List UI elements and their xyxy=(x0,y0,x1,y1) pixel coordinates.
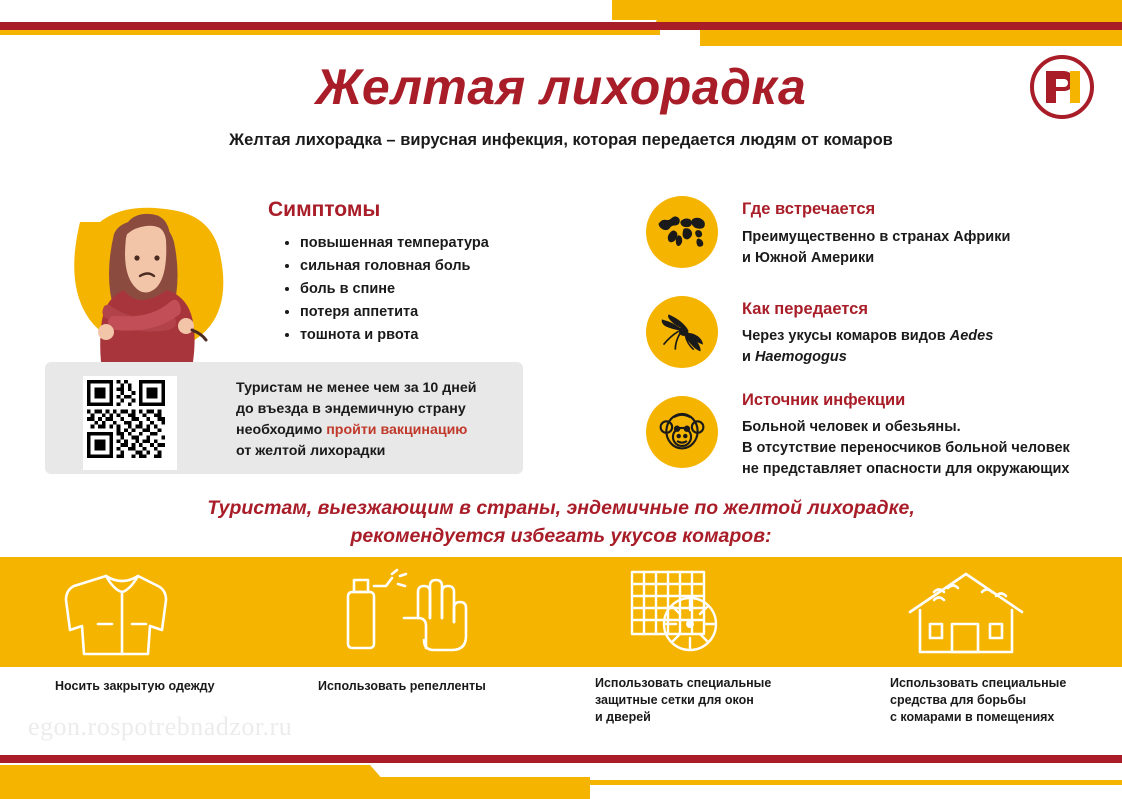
site-watermark: egon.rospotrebnadzor.ru xyxy=(28,712,293,741)
source-heading: Источник инфекции xyxy=(742,391,906,409)
source-body xyxy=(742,417,1070,480)
advice-label-4 xyxy=(890,675,1110,726)
advice-4-line-1: Использовать специальные xyxy=(890,676,1067,690)
where-line-1: Преимущественно в странах Африки xyxy=(742,229,1011,245)
transmission-text-1: Через укусы комаров видов xyxy=(742,328,950,344)
bottom-yellow-angle xyxy=(330,777,590,799)
source-line-2: В отсутствие переносчиков больной человек xyxy=(742,440,1070,456)
source-line-1: Больной человек и обезьяны. xyxy=(742,419,961,435)
where-heading: Где встречается xyxy=(742,200,876,218)
note-line-3-highlight: пройти вакцинацию xyxy=(326,422,468,438)
symptoms-heading: Симптомы xyxy=(268,198,381,221)
advice-4-line-3: с комарами в помещениях xyxy=(890,710,1055,724)
mosquito-net-icon xyxy=(612,566,752,658)
where-line-2: и Южной Америки xyxy=(742,250,875,266)
bottom-decorative-band xyxy=(0,741,1122,799)
note-line-3-prefix: необходимо xyxy=(236,422,327,438)
page-subtitle: Желтая лихорадка – вирусная инфекция, которая передается людям от комаров xyxy=(229,131,893,149)
sick-woman-illustration-icon xyxy=(62,182,232,362)
page-title: Желтая лихорадка xyxy=(315,59,807,115)
advice-3-line-2: защитные сетки для окон xyxy=(595,693,754,707)
vaccination-note-text xyxy=(236,378,516,462)
banner-line-1: Туристам, выезжающим в страны, эндемичные по желтой лихорадке, xyxy=(207,497,915,519)
repellent-spray-hand-icon xyxy=(330,566,480,658)
mosquito-icon xyxy=(646,296,718,368)
list-item: • повышенная температура xyxy=(300,232,630,255)
world-map-icon xyxy=(646,196,718,268)
note-line-3 xyxy=(236,420,516,441)
list-item: • сильная головная боль xyxy=(300,255,630,278)
transmission-body xyxy=(742,326,993,368)
transmission-heading: Как передается xyxy=(742,300,868,318)
advice-2-line-1: Использовать репелленты xyxy=(318,679,486,693)
note-line-1: Туристам не менее чем за 10 дней xyxy=(236,380,477,396)
note-line-4: от желтой лихорадки xyxy=(236,443,386,459)
recommendation-banner xyxy=(0,494,1122,550)
list-item: • потеря аппетита xyxy=(300,301,630,324)
advice-3-line-1: Использовать специальные xyxy=(595,676,772,690)
house-fumigation-icon xyxy=(900,566,1050,658)
advice-3-line-3: и дверей xyxy=(595,710,651,724)
source-line-3: не представляет опасности для окружающих xyxy=(742,461,1070,477)
transmission-species-2: Haemogogus xyxy=(754,349,847,365)
banner-line-2: рекомендуется избегать укусов комаров: xyxy=(350,525,772,547)
top-red-line xyxy=(0,22,1122,30)
jacket-icon xyxy=(62,566,182,658)
bottom-red-line xyxy=(0,755,1122,763)
advice-label-3 xyxy=(595,675,815,726)
top-decorative-band xyxy=(0,0,1122,46)
symptoms-list xyxy=(278,232,630,347)
transmission-text-2: и xyxy=(742,349,755,365)
advice-1-line-1: Носить закрытую одежду xyxy=(55,679,215,693)
qr-code-icon[interactable] xyxy=(83,376,177,470)
transmission-species-1: Aedes xyxy=(949,328,994,344)
advice-label-2 xyxy=(318,678,518,695)
rospotrebnadzor-logo-icon xyxy=(1030,55,1094,119)
advice-label-1 xyxy=(55,678,235,695)
advice-4-line-2: средства для борьбы xyxy=(890,693,1027,707)
list-item: • тошнота и рвота xyxy=(300,324,630,347)
monkey-icon xyxy=(646,396,718,468)
note-line-2: до въезда в эндемичную страну xyxy=(236,401,466,417)
top-yellow-line xyxy=(0,30,660,35)
list-item: • боль в спине xyxy=(300,278,630,301)
transmission-line-1 xyxy=(742,326,993,347)
transmission-line-2 xyxy=(742,347,993,368)
where-body xyxy=(742,227,1010,269)
